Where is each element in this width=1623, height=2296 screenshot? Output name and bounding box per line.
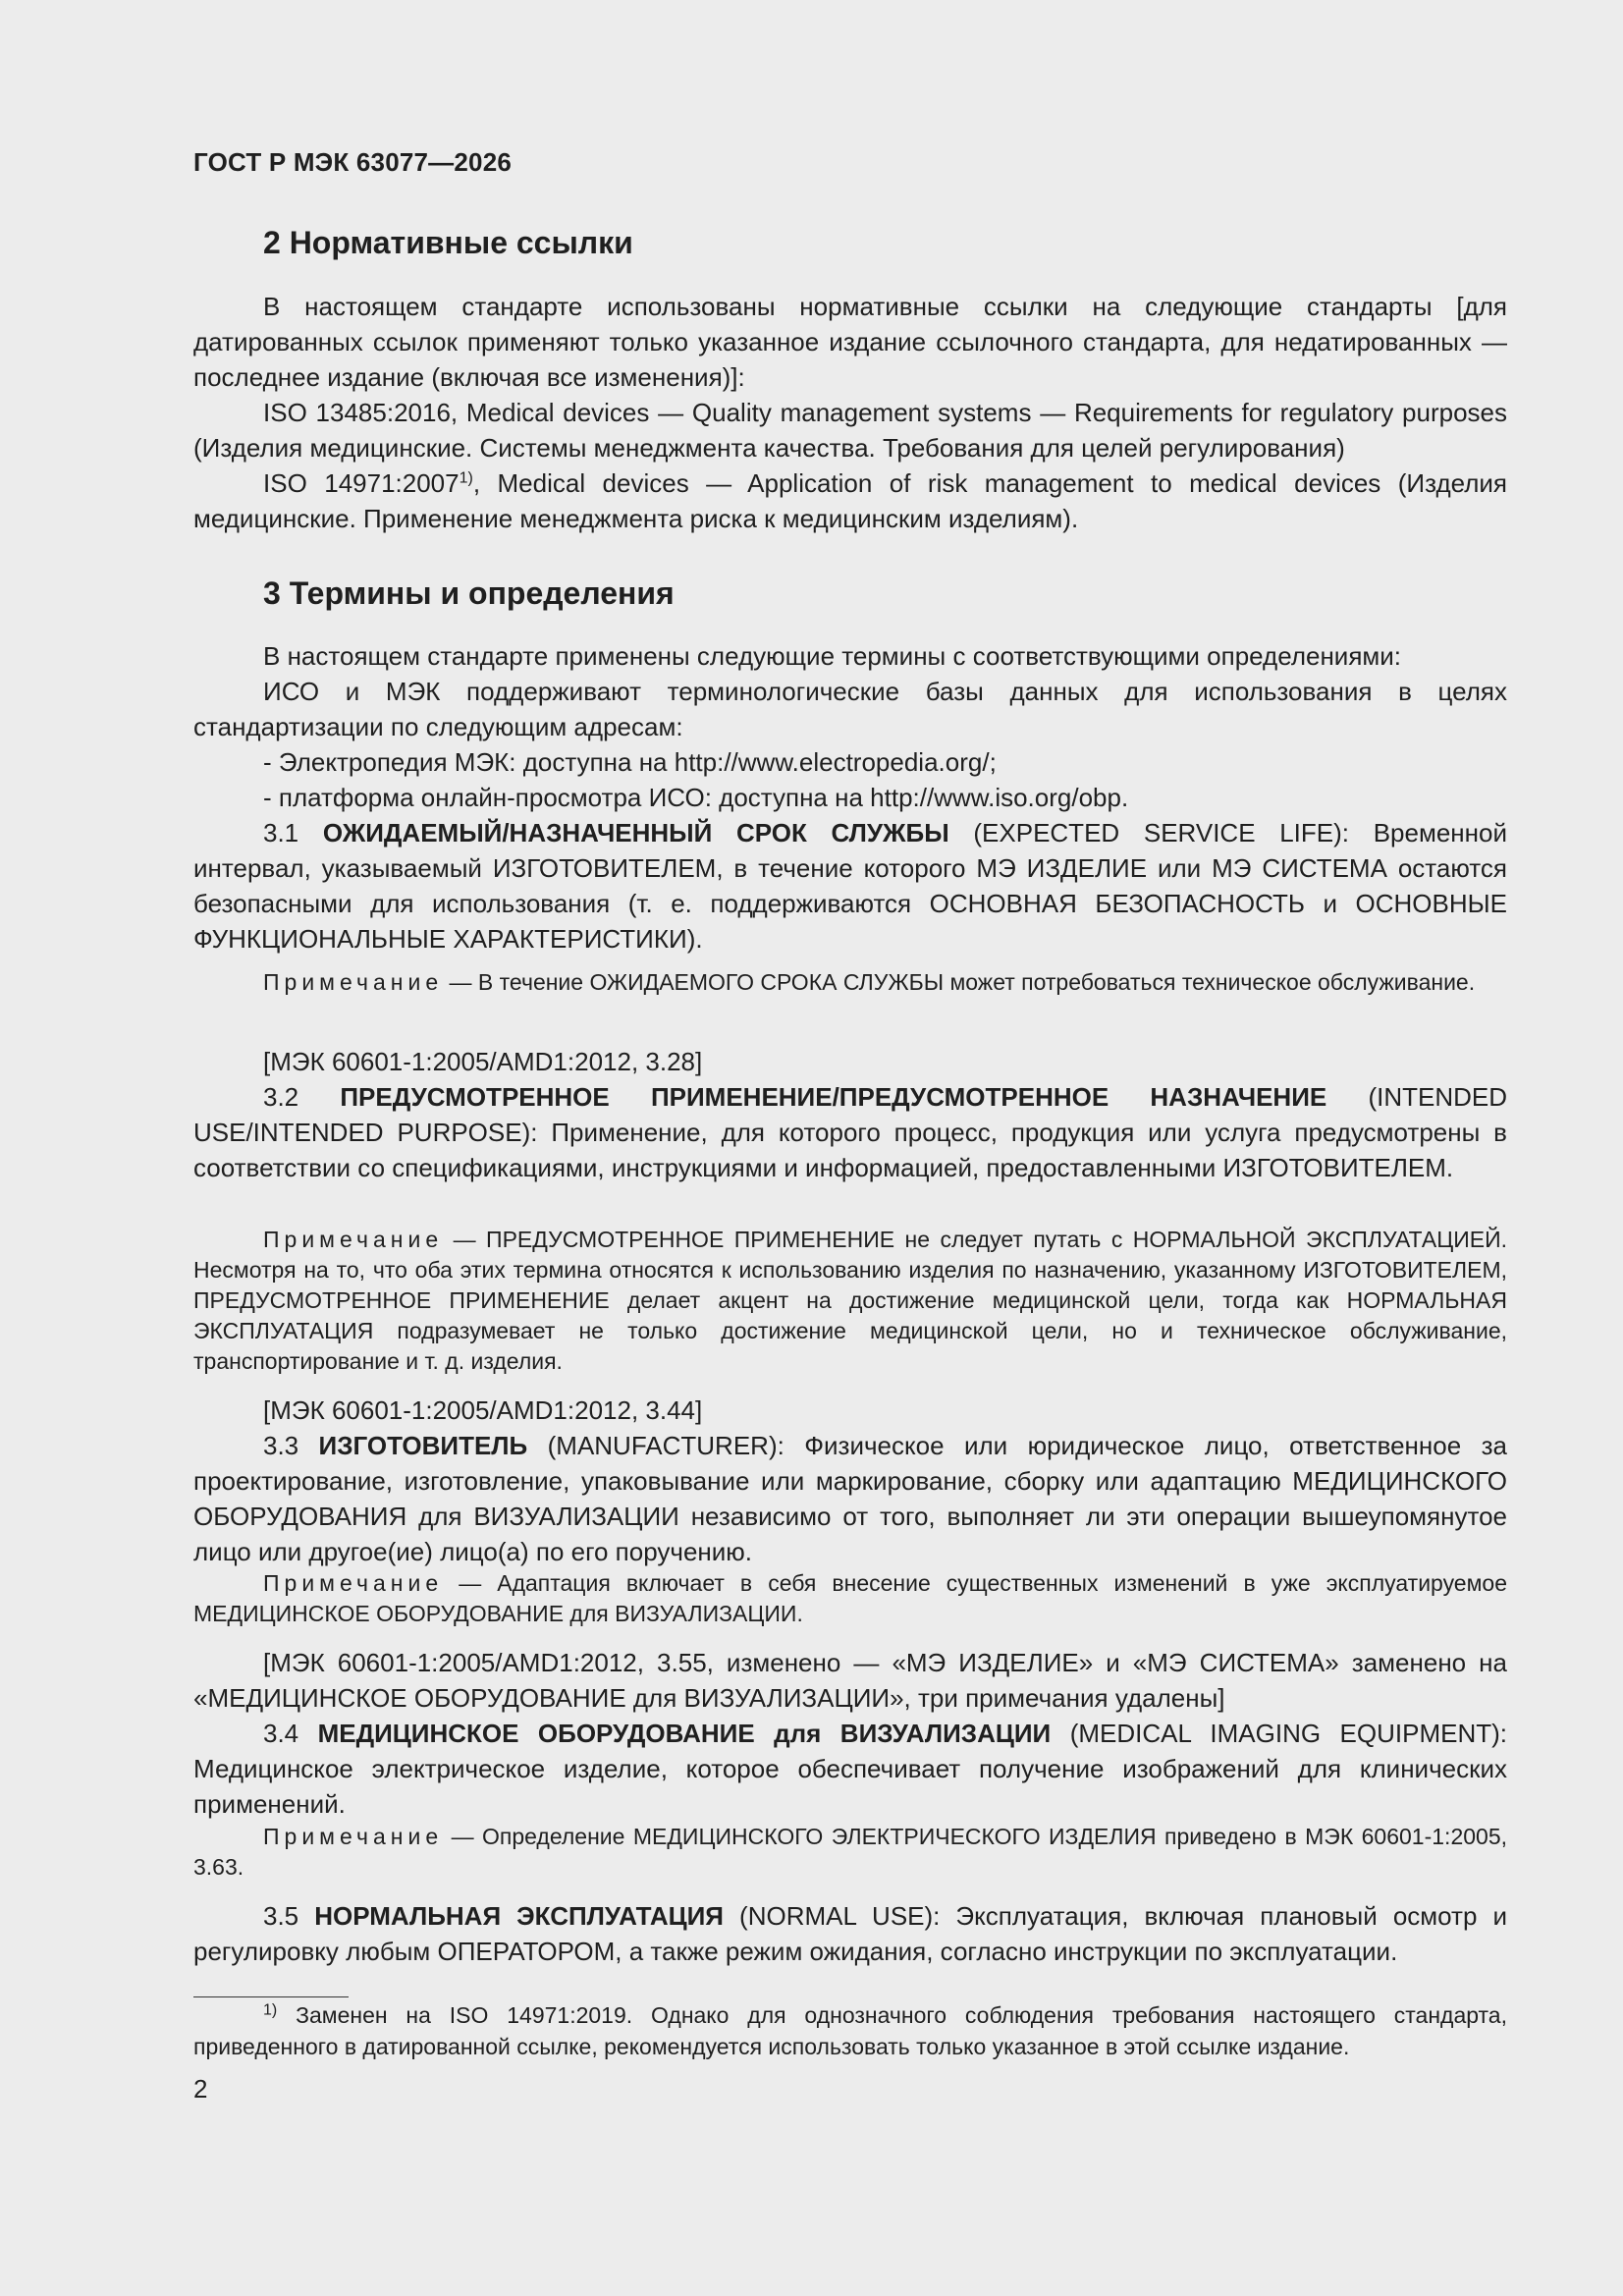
note-3-4: Примечание — Определение МЕДИЦИНСКОГО ЭЛЕКТРИЧЕСКОГО ИЗДЕЛИЯ приведено в МЭК 60601-1:2005, 3.63. bbox=[193, 1824, 1507, 1880]
source-3-1: [МЭК 60601-1:2005/AMD1:2012, 3.28] bbox=[263, 1047, 703, 1076]
reference-iso-13485: ISO 13485:2016, Medical devices — Quality management systems — Requirements for regulatory purposes (Изделия медицинские. Системы менеджмента качества. Требования для целей регулирования) bbox=[193, 398, 1507, 463]
page-number: 2 bbox=[193, 2074, 208, 2104]
standard-header: ГОСТ Р МЭК 63077—2026 bbox=[193, 147, 513, 177]
term-3-2: 3.2 ПРЕДУСМОТРЕННОЕ ПРИМЕНЕНИЕ/ПРЕДУСМОТРЕННОЕ НАЗНАЧЕНИЕ (INTENDED USE/INTENDED PURPOSE): Применение, для которого процесс, продукция или услуга предусмотрены в соответствии со спецификациями, инструкциями и информацией, предоставленными ИЗГОТОВИТЕЛЕМ. bbox=[193, 1082, 1507, 1182]
list-item-iso-obp: - платформа онлайн-просмотра ИСО: доступна на http://www.iso.org/obp. bbox=[263, 783, 1129, 812]
section-3-intro: В настоящем стандарте применены следующие термины с соответствующими определениями: bbox=[263, 641, 1402, 671]
section-3-title: 3 Термины и определения bbox=[263, 575, 675, 611]
note-label: Примечание bbox=[263, 1227, 444, 1252]
footnote-ref: 1) bbox=[459, 469, 473, 487]
source-3-3: [МЭК 60601-1:2005/AMD1:2012, 3.55, изменено — «МЭ ИЗДЕЛИЕ» и «МЭ СИСТЕМА» заменено на «МЕДИЦИНСКОЕ ОБОРУДОВАНИЕ для ВИЗУАЛИЗАЦИИ», три примечания удалены] bbox=[193, 1648, 1507, 1713]
term-3-2-block bbox=[193, 1044, 1507, 1185]
reference-iso-14971: ISO 14971:2007$^{1)}$, Medical devices — Application of risk management to medical devices (Изделия медицинские. Применение менеджмента риска к медицинским изделиям). bbox=[193, 468, 1507, 533]
note-label: Примечание bbox=[263, 969, 444, 995]
term-3-3-block bbox=[193, 1393, 1507, 1569]
note-label: Примечание bbox=[263, 1824, 444, 1849]
footnote: $^{1)}$ Заменен на ISO 14971:2019. Однако для однозначного соблюдения требования настоящего стандарта, приведенного в датированной ссылке, рекомендуется использовать только указанное в этой ссылке издание. bbox=[193, 2001, 1507, 2059]
footnote-marker: 1) bbox=[263, 2001, 278, 2019]
section-2-intro: В настоящем стандарте использованы нормативные ссылки на следующие стандарты [для датированных ссылок применяют только указанное издание ссылочного стандарта, для недатированных — последнее издание (включая все изменения)]: bbox=[193, 292, 1507, 392]
iso-iec-databases: ИСО и МЭК поддерживают терминологические базы данных для использования в целях стандартизации по следующим адресам: bbox=[193, 677, 1507, 741]
term-3-5-block bbox=[193, 1898, 1507, 1969]
section-2-body bbox=[193, 289, 1507, 536]
note-3-1: Примечание — В течение ОЖИДАЕМОГО СРОКА СЛУЖБЫ может потребоваться техническое обслуживание. bbox=[263, 969, 1476, 995]
section-2-title: 2 Нормативные ссылки bbox=[263, 225, 633, 260]
term-3-5: 3.5 НОРМАЛЬНАЯ ЭКСПЛУАТАЦИЯ (NORMAL USE): Эксплуатация, включая плановый осмотр и регулировку любым ОПЕРАТОРОМ, а также режим ожидания, согласно инструкции по эксплуатации. bbox=[193, 1901, 1507, 1966]
note-3-2: Примечание — ПРЕДУСМОТРЕННОЕ ПРИМЕНЕНИЕ не следует путать с НОРМАЛЬНОЙ ЭКСПЛУАТАЦИЕЙ. Несмотря на то, что оба этих термина относятся к использованию изделия по назначению, указанному ИЗГОТОВИТЕЛЕМ, ПРЕДУСМОТРЕННОЕ ПРИМЕНЕНИЕ делает акцент на достижение медицинской цели, тогда как НОРМАЛЬНАЯ ЭКСПЛУАТАЦИЯ подразумевает не только достижение медицинской цели, но и техническое обслуживание, транспортирование и т. д. изделия. bbox=[193, 1227, 1507, 1374]
list-item-electropedia: - Электропедия МЭК: доступна на http://www.electropedia.org/; bbox=[263, 747, 997, 777]
term-3-1: 3.1 ОЖИДАЕМЫЙ/НАЗНАЧЕННЫЙ СРОК СЛУЖБЫ (EXPECTED SERVICE LIFE): Временной интервал, указываемый ИЗГОТОВИТЕЛЕМ, в течение которого МЭ ИЗДЕЛИЕ или МЭ СИСТЕМА остаются безопасными для использования (т. е. поддерживаются ОСНОВНАЯ БЕЗОПАСНОСТЬ и ОСНОВНЫЕ ФУНКЦИОНАЛЬНЫЕ ХАРАКТЕРИСТИКИ). bbox=[193, 818, 1507, 954]
note-label: Примечание bbox=[263, 1570, 444, 1596]
term-3-3: 3.3 ИЗГОТОВИТЕЛЬ (MANUFACTURER): Физическое или юридическое лицо, ответственное за проектирование, изготовление, упаковывание или маркирование, сборку или адаптацию МЕДИЦИНСКОГО ОБОРУДОВАНИЯ для ВИЗУАЛИЗАЦИИ независимо от того, выполняет ли эти операции вышеупомянутое лицо или другое(ие) лицо(а) по его поручению. bbox=[193, 1431, 1507, 1566]
section-3-intro-block bbox=[193, 638, 1507, 957]
term-3-4-block bbox=[193, 1645, 1507, 1822]
footnote-separator bbox=[193, 1996, 349, 1997]
document-page bbox=[193, 0, 1507, 2296]
term-3-4: 3.4 МЕДИЦИНСКОЕ ОБОРУДОВАНИЕ для ВИЗУАЛИЗАЦИИ (MEDICAL IMAGING EQUIPMENT): Медицинское электрическое изделие, которое обеспечивает получение изображений для клинических применений. bbox=[193, 1719, 1507, 1819]
source-3-2: [МЭК 60601-1:2005/AMD1:2012, 3.44] bbox=[263, 1395, 703, 1425]
note-3-3: Примечание — Адаптация включает в себя внесение существенных изменений в уже эксплуатируемое МЕДИЦИНСКОЕ ОБОРУДОВАНИЕ для ВИЗУАЛИЗАЦИИ. bbox=[193, 1570, 1507, 1626]
